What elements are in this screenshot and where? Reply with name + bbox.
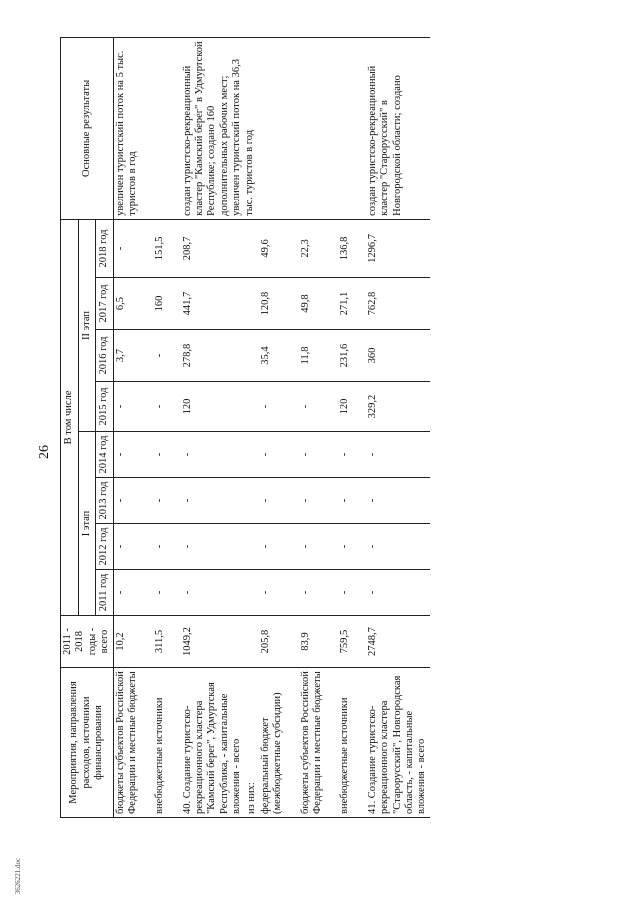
row-result: создан туристско-рекреационный кластер "Старорусский" в Новгородской области; создано bbox=[353, 37, 430, 219]
row-value: 120 bbox=[325, 382, 352, 432]
row-value: - bbox=[140, 432, 167, 478]
row-value: 49,6 bbox=[259, 219, 286, 277]
row-value: 271,1 bbox=[325, 278, 352, 330]
row-value: 441,7 bbox=[168, 278, 245, 330]
header-year: 2012 год bbox=[96, 524, 114, 570]
row-value: - bbox=[353, 570, 430, 616]
row-value: 11,8 bbox=[286, 330, 326, 382]
row-value bbox=[245, 219, 259, 277]
row-description: федеральный бюджет (межбюджетные субсидии) bbox=[259, 668, 286, 818]
funding-table bbox=[60, 37, 430, 818]
row-value bbox=[245, 278, 259, 330]
header-total-top: 2011 - 2018 bbox=[62, 628, 86, 655]
header-year: 2015 год bbox=[96, 382, 114, 432]
table-row bbox=[353, 37, 430, 817]
row-total bbox=[245, 616, 259, 668]
row-value: 762,8 bbox=[353, 278, 430, 330]
header-stage-2: II этап bbox=[78, 219, 96, 431]
table-header bbox=[61, 37, 114, 817]
row-result bbox=[140, 37, 167, 219]
row-value: - bbox=[113, 570, 140, 616]
row-value: - bbox=[286, 432, 326, 478]
header-year: 2014 год bbox=[96, 432, 114, 478]
row-description: внебюджетные источники bbox=[325, 668, 352, 818]
row-value: - bbox=[259, 524, 286, 570]
row-description: внебюджетные источники bbox=[140, 668, 167, 818]
row-value: - bbox=[140, 330, 167, 382]
row-value: 35,4 bbox=[259, 330, 286, 382]
header-measures: Мероприятия, направления расходов, источники финансирования bbox=[61, 668, 114, 818]
row-value: 329,2 bbox=[353, 382, 430, 432]
row-value: - bbox=[259, 432, 286, 478]
row-value bbox=[245, 524, 259, 570]
table-row bbox=[140, 37, 167, 817]
row-value: - bbox=[168, 524, 245, 570]
row-value: - bbox=[113, 478, 140, 524]
row-value: - bbox=[353, 432, 430, 478]
row-value: - bbox=[325, 478, 352, 524]
row-value: - bbox=[113, 382, 140, 432]
table-row bbox=[168, 37, 245, 817]
row-total: 10,2 bbox=[113, 616, 140, 668]
row-value: - bbox=[140, 478, 167, 524]
row-description: бюджеты субъектов Российской Федерации и местные бюджеты bbox=[286, 668, 326, 818]
row-value: 160 bbox=[140, 278, 167, 330]
row-value: - bbox=[113, 219, 140, 277]
row-value: 208,7 bbox=[168, 219, 245, 277]
row-value: - bbox=[286, 382, 326, 432]
row-value: - bbox=[113, 432, 140, 478]
header-including: В том числе bbox=[61, 219, 79, 615]
row-value: 49,8 bbox=[286, 278, 326, 330]
row-value: - bbox=[325, 432, 352, 478]
table-row bbox=[113, 37, 140, 817]
table-rotation-wrapper bbox=[60, 38, 580, 818]
footer-doc-id: 3626221.doc bbox=[14, 857, 22, 895]
row-value: 231,6 bbox=[325, 330, 352, 382]
row-value: 120 bbox=[168, 382, 245, 432]
header-year: 2016 год bbox=[96, 330, 114, 382]
row-value: 6,5 bbox=[113, 278, 140, 330]
row-value: - bbox=[286, 524, 326, 570]
header-year: 2017 год bbox=[96, 278, 114, 330]
row-value: - bbox=[286, 570, 326, 616]
page-number: 26 bbox=[37, 445, 52, 459]
row-result: создан туристско-рекреационный кластер "Камский берег" в Удмуртской Республике; создано 160 дополнительных рабочих мест; увеличен туристский поток на 36,3 тыс. туристов в год bbox=[168, 37, 353, 219]
row-total: 205,8 bbox=[259, 616, 286, 668]
row-value: 1296,7 bbox=[353, 219, 430, 277]
row-value: - bbox=[353, 478, 430, 524]
header-stage-1: I этап bbox=[78, 432, 96, 616]
row-value: - bbox=[353, 524, 430, 570]
row-value: - bbox=[168, 432, 245, 478]
row-total: 759,5 bbox=[325, 616, 352, 668]
row-value: 22,3 bbox=[286, 219, 326, 277]
row-value: - bbox=[259, 382, 286, 432]
header-results: Основные результаты bbox=[61, 37, 114, 219]
row-description: 40. Создание туристско-рекреационного кластера "Камский берег", Удмуртская Республика, - капитальные вложения - всего bbox=[168, 668, 245, 818]
row-value: - bbox=[259, 570, 286, 616]
row-description: бюджеты субъектов Российской Федерации и местные бюджеты bbox=[113, 668, 140, 818]
row-value: - bbox=[168, 570, 245, 616]
row-value: 3,7 bbox=[113, 330, 140, 382]
row-value: - bbox=[140, 570, 167, 616]
table-body bbox=[113, 37, 430, 817]
row-value: - bbox=[168, 478, 245, 524]
row-total: 1049,2 bbox=[168, 616, 245, 668]
row-total: 311,5 bbox=[140, 616, 167, 668]
row-value bbox=[245, 330, 259, 382]
row-value: - bbox=[140, 382, 167, 432]
header-total-bottom: годы - всего bbox=[86, 627, 111, 656]
row-total: 2748,7 bbox=[353, 616, 430, 668]
row-value: 151,5 bbox=[140, 219, 167, 277]
row-value: - bbox=[113, 524, 140, 570]
row-description: 41. Создание туристско-рекреационного кластера "Старорусский", Новгородская область, - капитальные вложения - всего bbox=[353, 668, 430, 818]
row-value bbox=[245, 570, 259, 616]
row-value: - bbox=[286, 478, 326, 524]
row-value: - bbox=[325, 524, 352, 570]
row-value: 120,8 bbox=[259, 278, 286, 330]
rotated-table-area bbox=[60, 38, 580, 818]
row-value: - bbox=[325, 570, 352, 616]
row-value: 360 bbox=[353, 330, 430, 382]
row-value bbox=[245, 478, 259, 524]
row-value: 278,8 bbox=[168, 330, 245, 382]
row-value bbox=[245, 382, 259, 432]
header-year: 2011 год bbox=[96, 570, 114, 616]
row-total: 83,9 bbox=[286, 616, 326, 668]
header-year: 2018 год bbox=[96, 219, 114, 277]
row-value: 136,8 bbox=[325, 219, 352, 277]
row-description: из них: bbox=[245, 668, 259, 818]
row-value bbox=[245, 432, 259, 478]
header-year: 2013 год bbox=[96, 478, 114, 524]
row-value: - bbox=[259, 478, 286, 524]
row-result: увеличен туристский поток на 5 тыс. туристов в год bbox=[113, 37, 140, 219]
header-total bbox=[61, 616, 114, 668]
row-value: - bbox=[140, 524, 167, 570]
